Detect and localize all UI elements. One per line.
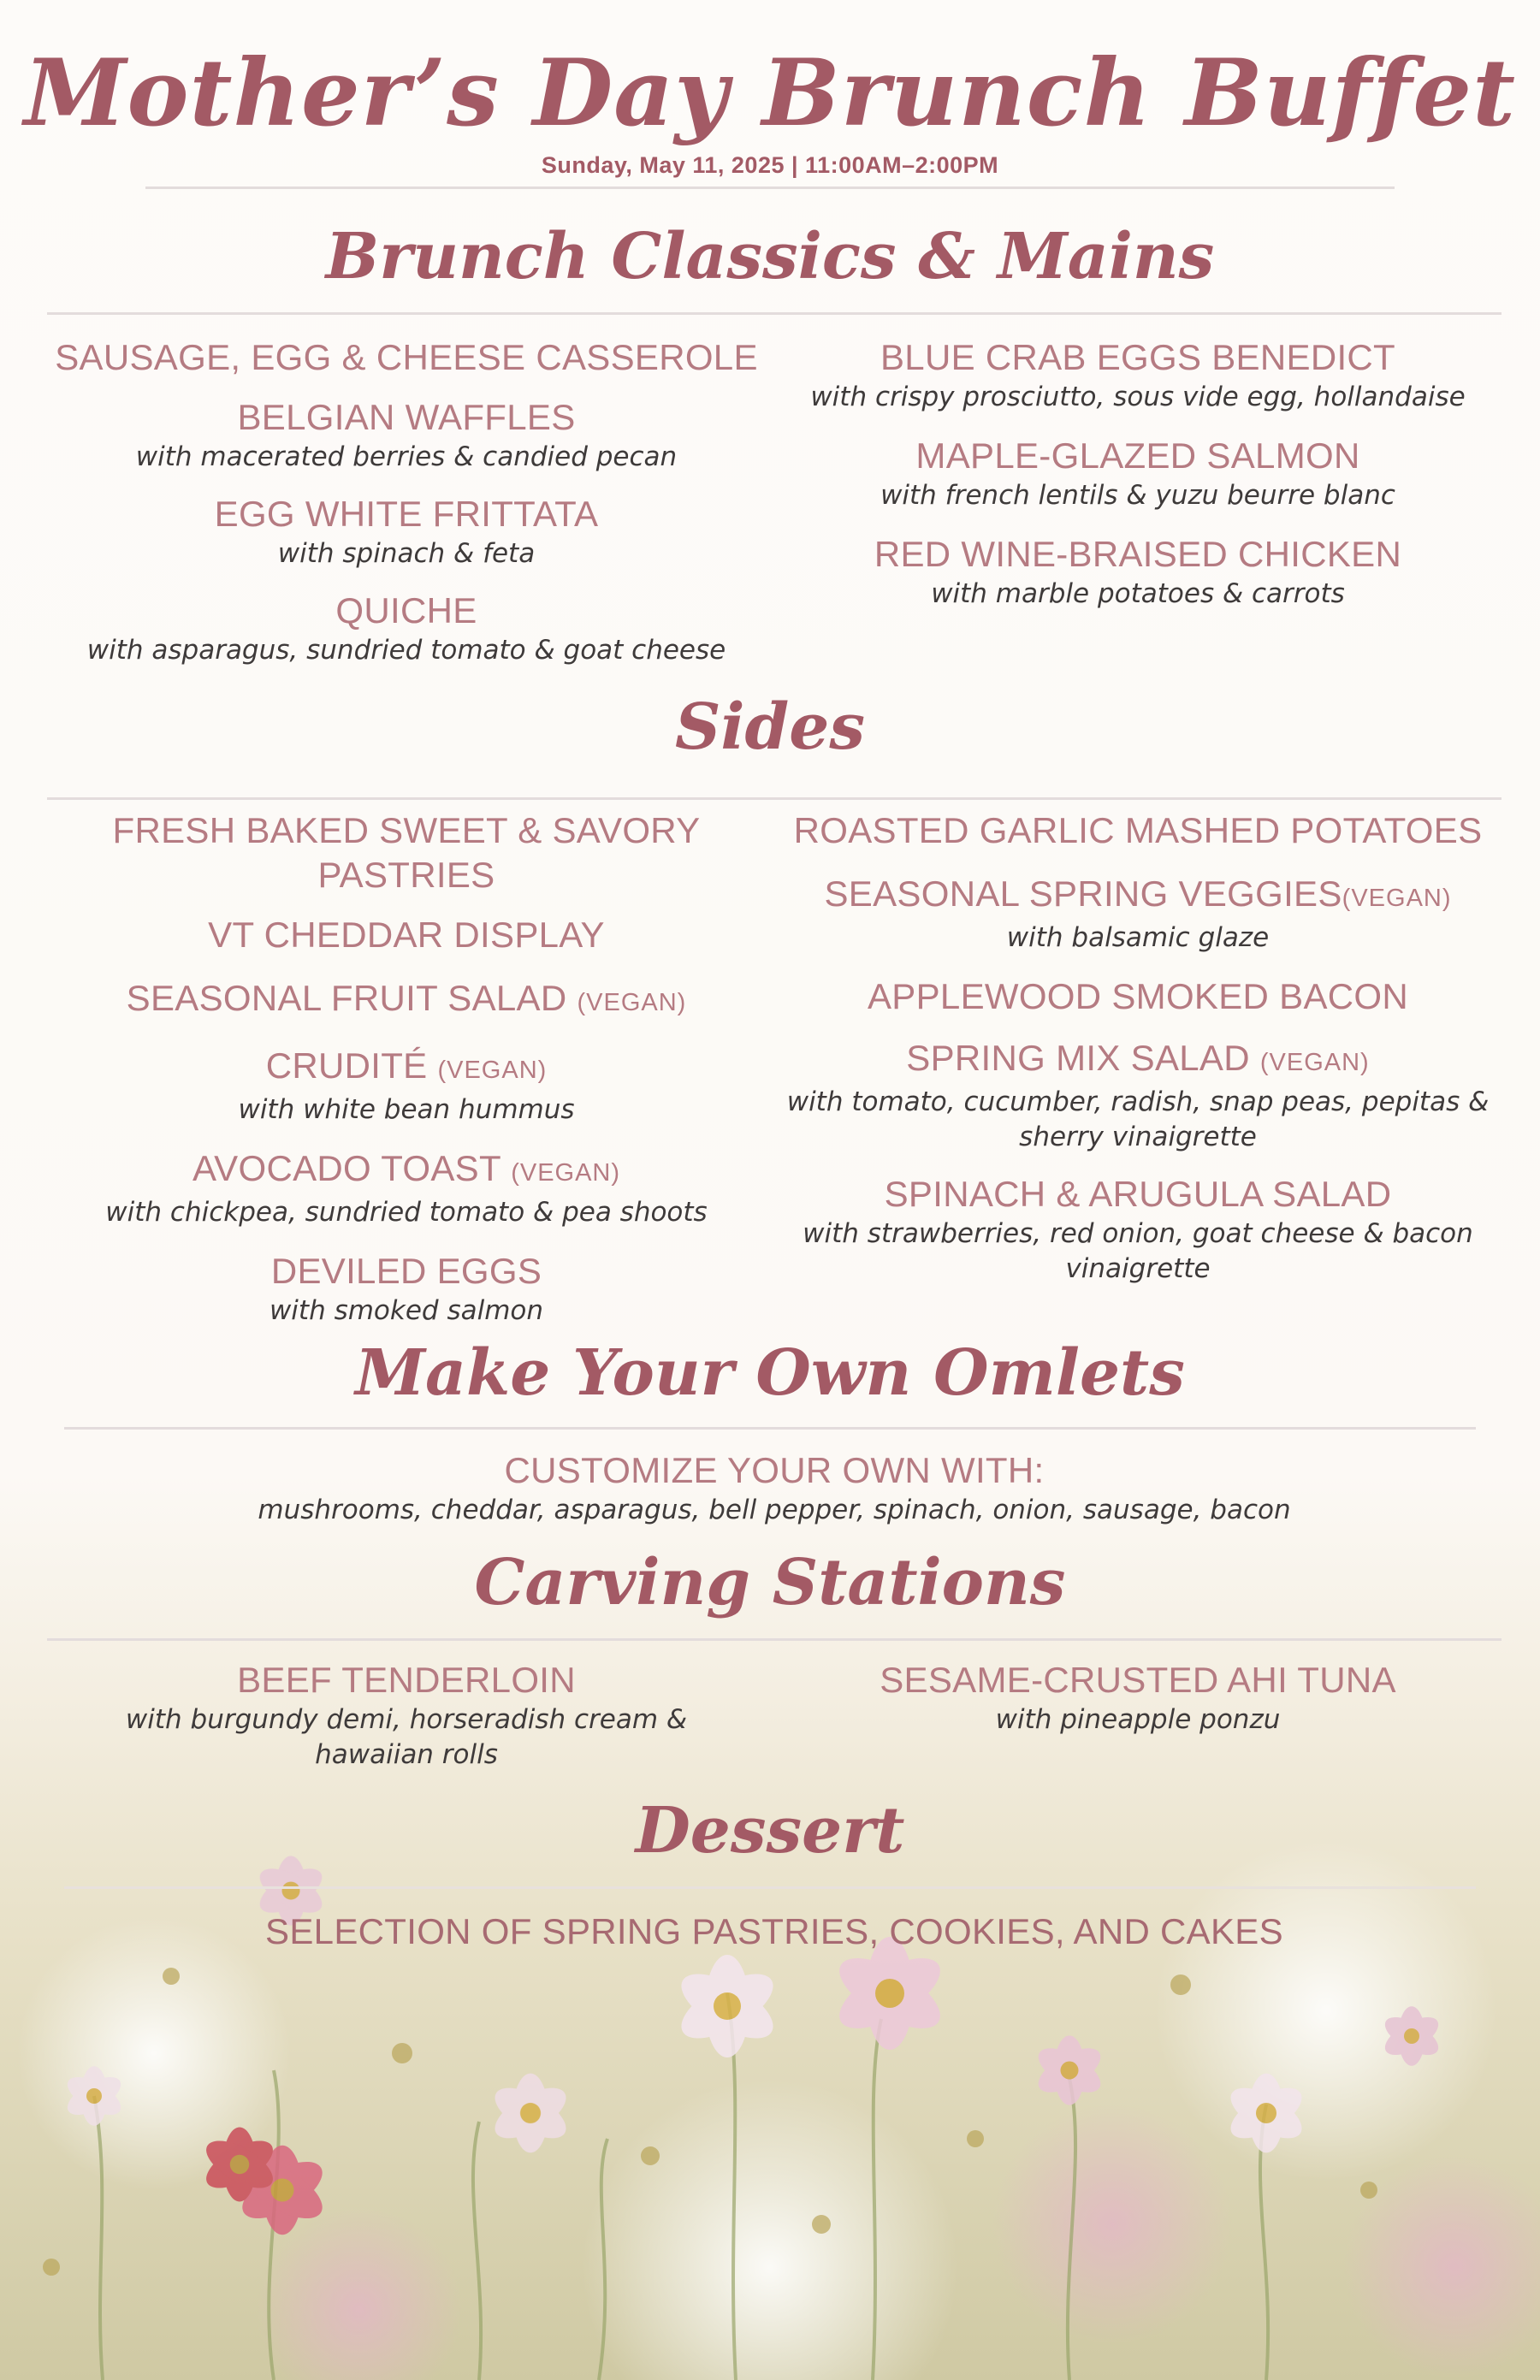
item-name: APPLEWOOD SMOKED BACON	[867, 976, 1409, 1016]
item-name: RED WINE-BRAISED CHICKEN	[874, 534, 1402, 574]
item-description: mushrooms, cheddar, asparagus, bell pepper, spinach, onion, sausage, bacon	[258, 1495, 1291, 1525]
item-name: BELGIAN WAFFLES	[237, 397, 576, 437]
item-name: SELECTION OF SPRING PASTRIES, COOKIES, AND CAKES	[265, 1911, 1283, 1951]
menu-item	[64, 1044, 749, 1128]
item-name: VT CHEDDAR DISPLAY	[208, 915, 605, 955]
classics-divider	[47, 312, 1502, 315]
item-name-text: SEASONAL FRUIT SALAD	[126, 978, 567, 1018]
menu-item	[47, 335, 766, 380]
menu-item	[774, 1036, 1502, 1155]
event-date-time: Sunday, May 11, 2025 | 11:00AM–2:00PM	[541, 152, 999, 178]
menu-item	[47, 492, 766, 571]
vegan-tag: (VEGAN)	[1342, 885, 1452, 912]
item-description: with smoked salmon	[269, 1295, 544, 1326]
vegan-tag: (VEGAN)	[577, 989, 687, 1016]
menu-item	[64, 913, 749, 957]
classics-left-column	[47, 335, 766, 668]
item-name-text: SEASONAL SPRING VEGGIES	[824, 873, 1342, 914]
item-name: SESAME-CRUSTED AHI TUNA	[880, 1660, 1396, 1700]
item-name	[64, 1146, 749, 1195]
item-name: FRESH BAKED SWEET & SAVORY PASTRIES	[112, 810, 701, 895]
item-name: MAPLE-GLAZED SALMON	[915, 435, 1360, 476]
item-name	[64, 976, 749, 1025]
item-name: ROASTED GARLIC MASHED POTATOES	[793, 810, 1483, 850]
menu-item	[64, 1249, 749, 1329]
item-description: with asparagus, sundried tomato & goat cheese	[86, 635, 726, 666]
sides-right-column	[774, 808, 1502, 1287]
dessert-block	[47, 1909, 1502, 1954]
item-description: with crispy prosciutto, sous vide egg, hollandaise	[810, 382, 1466, 412]
vegan-tag: (VEGAN)	[437, 1057, 548, 1084]
item-description: with tomato, cucumber, radish, snap peas, pepitas & sherry vinaigrette	[786, 1086, 1490, 1152]
item-description: with marble potatoes & carrots	[931, 578, 1345, 609]
item-name-text: AVOCADO TOAST	[192, 1148, 501, 1188]
item-description: with burgundy demi, horseradish cream & hawaiian rolls	[125, 1704, 688, 1770]
item-name	[64, 1044, 749, 1092]
menu-item	[64, 808, 749, 897]
menu-item	[779, 335, 1497, 415]
item-name: SAUSAGE, EGG & CHEESE CASSEROLE	[55, 337, 758, 377]
menu-item	[774, 974, 1502, 1019]
menu-item	[774, 872, 1502, 956]
item-name: QUICHE	[335, 590, 477, 631]
item-name: CUSTOMIZE YOUR OWN WITH:	[504, 1450, 1045, 1490]
item-description: with french lentils & yuzu beurre blanc	[880, 480, 1395, 511]
item-name	[774, 872, 1502, 921]
classics-right-column	[779, 335, 1497, 612]
menu-item	[64, 1146, 749, 1230]
item-name: BEEF TENDERLOIN	[237, 1660, 576, 1700]
menu-item	[774, 1172, 1502, 1287]
item-description: with macerated berries & candied pecan	[135, 441, 678, 472]
menu-item	[779, 434, 1497, 513]
section-title-carving: Carving Stations	[474, 1546, 1066, 1619]
item-name-text: SPRING MIX SALAD	[906, 1038, 1250, 1078]
item-description: with pineapple ponzu	[995, 1704, 1281, 1735]
item-description: with spinach & feta	[277, 538, 536, 569]
menu-title: Mother’s Day Brunch Buffet	[24, 39, 1516, 147]
menu-item	[774, 808, 1502, 853]
dessert-divider	[64, 1886, 1476, 1889]
sides-left-column	[64, 808, 749, 1329]
menu-item	[47, 395, 766, 475]
item-name: SPINACH & ARUGULA SALAD	[884, 1174, 1392, 1214]
item-name-text: CRUDITÉ	[265, 1045, 428, 1086]
header-divider	[145, 186, 1395, 189]
item-description: with strawberries, red onion, goat cheese & bacon vinaigrette	[803, 1218, 1473, 1284]
item-description: with white bean hummus	[238, 1094, 575, 1125]
menu-item	[779, 532, 1497, 612]
section-title-omelets: Make Your Own Omlets	[355, 1336, 1185, 1410]
section-title-classics: Brunch Classics & Mains	[325, 220, 1215, 293]
sides-divider	[47, 797, 1502, 800]
item-name: EGG WHITE FRITTATA	[214, 494, 599, 534]
omelets-block	[47, 1448, 1502, 1528]
carving-divider	[47, 1638, 1502, 1641]
omelets-divider	[64, 1427, 1476, 1430]
menu-item	[64, 976, 749, 1025]
item-name: DEVILED EGGS	[270, 1251, 542, 1291]
item-name	[774, 1036, 1502, 1085]
vegan-tag: (VEGAN)	[511, 1159, 621, 1187]
item-name: BLUE CRAB EGGS BENEDICT	[880, 337, 1396, 377]
vegan-tag: (VEGAN)	[1259, 1049, 1370, 1076]
item-description: with chickpea, sundried tomato & pea shoots	[105, 1197, 708, 1228]
menu-item	[47, 589, 766, 668]
section-title-sides: Sides	[674, 690, 866, 764]
carving-right-column	[796, 1658, 1480, 1738]
carving-left-column	[64, 1658, 749, 1773]
section-title-dessert: Dessert	[635, 1794, 905, 1868]
item-description: with balsamic glaze	[1006, 922, 1270, 953]
